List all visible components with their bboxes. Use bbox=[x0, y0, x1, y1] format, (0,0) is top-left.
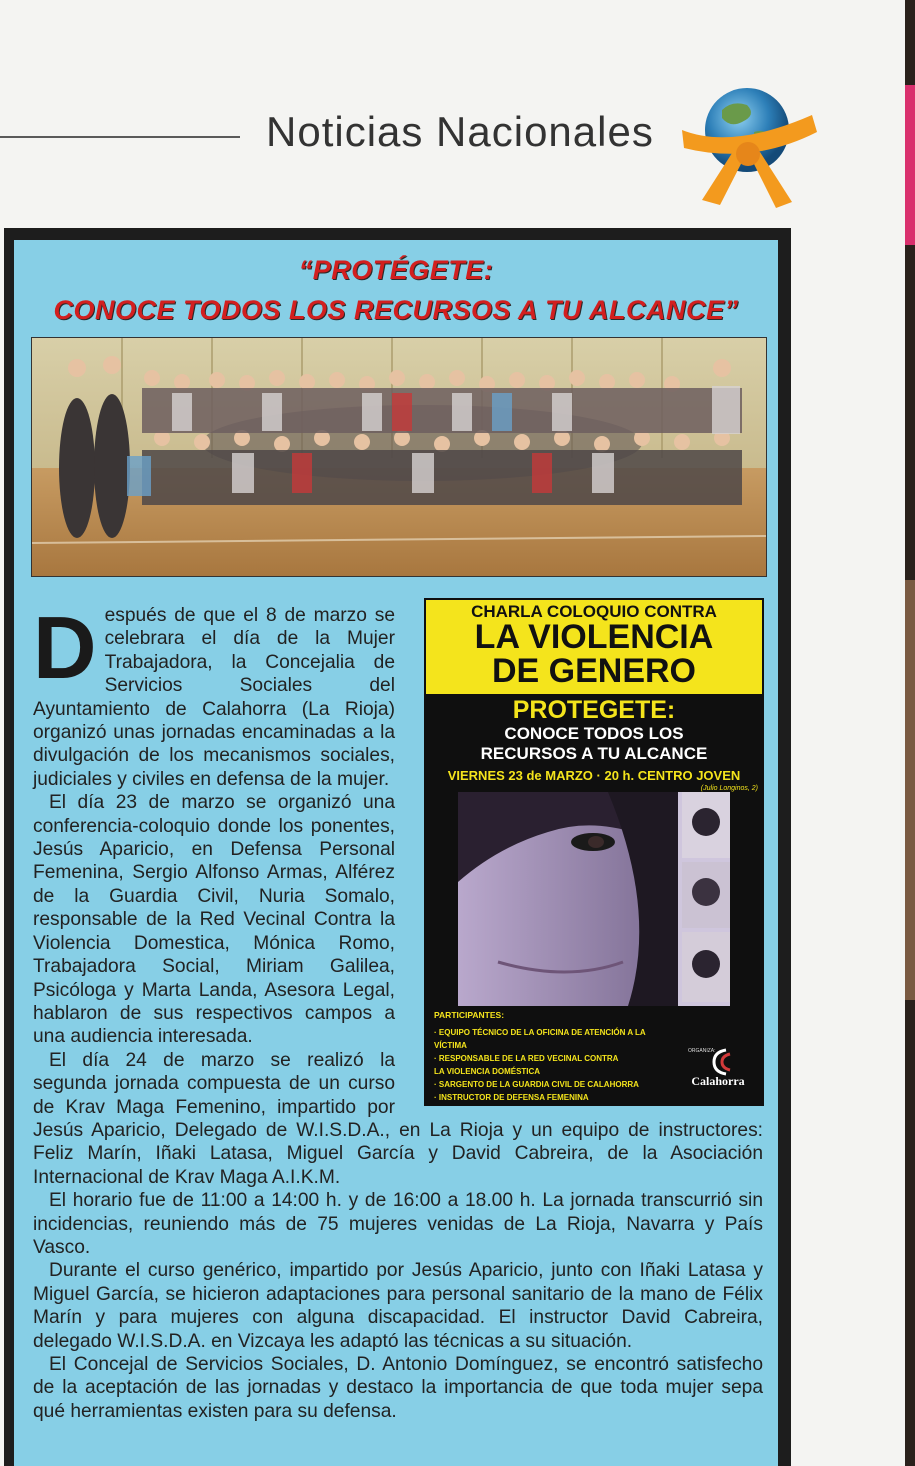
article-body bbox=[33, 598, 763, 1423]
article-paragraph: El horario fue de 11:00 a 14:00 h. y de 16:00 a 18.00 h. La jornada transcurrió sin incidencias, reuniendo más de 75 mujeres venidas de La Rioja, Navarra y País Vasco. bbox=[33, 1190, 763, 1258]
poster-organiza-label: ORGANIZA: bbox=[688, 1048, 716, 1054]
article-paragraph: espués de que el 8 de marzo se celebrara el día de la Mujer Trabajadora, la Concejalia de Servicios Sociales del Ayuntamiento de Calahorra (La Rioja) organizó unas jornadas encaminadas a la divulgación de los mecanismos sociales, judiciales y civiles en defensa de la mujer. bbox=[33, 605, 395, 790]
poster-participant: · SARGENTO DE LA GUARDIA CIVIL DE CALAHORRA bbox=[434, 1080, 639, 1089]
poster-participant: LA VIOLENCIA DOMÉSTICA bbox=[434, 1067, 541, 1076]
poster-date: VIERNES 23 de MARZO · 20 h. CENTRO JOVEN bbox=[447, 768, 741, 783]
poster-participant: · EQUIPO TÉCNICO DE LA OFICINA DE ATENCIÓN A LA VÍCTIMA bbox=[434, 1028, 646, 1050]
adjacent-page-photo-edge bbox=[905, 580, 915, 1000]
poster-subtitle-1: CONOCE TODOS LOS bbox=[504, 724, 684, 743]
adjacent-page-pink-tab bbox=[905, 85, 915, 245]
article-paragraph: El Concejal de Servicios Sociales, D. Antonio Domínguez, se encontró satisfecho de la aceptación de las jornadas y destaco la importancia de que toda mujer sepa qué herramientas existen para su defensa. bbox=[33, 1354, 763, 1422]
poster-protegete: PROTEGETE: bbox=[512, 696, 676, 724]
section-title: Noticias Nacionales bbox=[266, 108, 654, 155]
poster-address: (Julio Longinos, 2) bbox=[700, 785, 758, 792]
poster-space bbox=[413, 594, 763, 1094]
poster-participant: · INSTRUCTOR DE DEFENSA FEMENINA bbox=[434, 1093, 589, 1102]
poster-title-line-2: LA VIOLENCIA bbox=[474, 618, 714, 656]
poster-logo-text: Calahorra bbox=[691, 1074, 745, 1088]
poster-participants-label: PARTICIPANTES: bbox=[434, 1010, 505, 1020]
globe-belt-logo bbox=[672, 70, 822, 220]
poster-title-line-1: CHARLA COLOQUIO CONTRA bbox=[471, 602, 717, 621]
group-photo bbox=[31, 337, 767, 577]
article-paragraph: Durante el curso genérico, impartido por Jesús Aparicio, junto con Iñaki Latasa y Miguel García, se hicieron adaptaciones para personal sanitario de la mano de Félix Marín y para mujeres con alguna discapacidad. El instructor David Cabreira, delegado W.I.S.D.A. en Vizcaya les adaptó las técnicas a su situación. bbox=[33, 1260, 763, 1352]
poster-subtitle-2: RECURSOS A TU ALCANCE bbox=[480, 744, 708, 763]
article-paragraph: El día 24 de marzo se realizó la segunda jornada compuesta de un curso de Krav Maga Femenino, impartido por Jesús Aparicio, Delegado de W.I.S.D.A., en La Rioja y un equipo de instructores: Feliz Marín, Iñaki Latasa, Miguel García y David Cabreira, de la Asociación Internacional de Krav Maga A.I.K.M. bbox=[33, 1049, 763, 1188]
article-headline bbox=[14, 250, 778, 330]
headline-line-2: CONOCE TODOS LOS RECURSOS A TU ALCANCE” bbox=[53, 295, 739, 325]
article-paragraph: El día 23 de marzo se organizó una conferencia-coloquio donde los ponentes, Jesús Aparicio, en Defensa Personal Femenina, Sergio Alfonso Armas, Alférez de la Guardia Civil, Nuria Somalo, responsable de la Red Vecinal Contra la Violencia Domestica, Mónica Romo, Trabajadora Social, Miriam Galilea, Psicóloga y Marta Landa, Asesora Legal, hablaron de sus respectivos campos a una audiencia interesada. bbox=[33, 792, 395, 1048]
poster-participant: · RESPONSABLE DE LA RED VECINAL CONTRA bbox=[434, 1054, 619, 1063]
headline-line-1: “PROTÉGETE: bbox=[298, 255, 494, 285]
header-rule bbox=[0, 136, 240, 138]
drop-cap: D bbox=[33, 598, 97, 697]
adjacent-page-edge bbox=[905, 0, 915, 1466]
poster-title-line-3: DE GENERO bbox=[491, 652, 697, 690]
